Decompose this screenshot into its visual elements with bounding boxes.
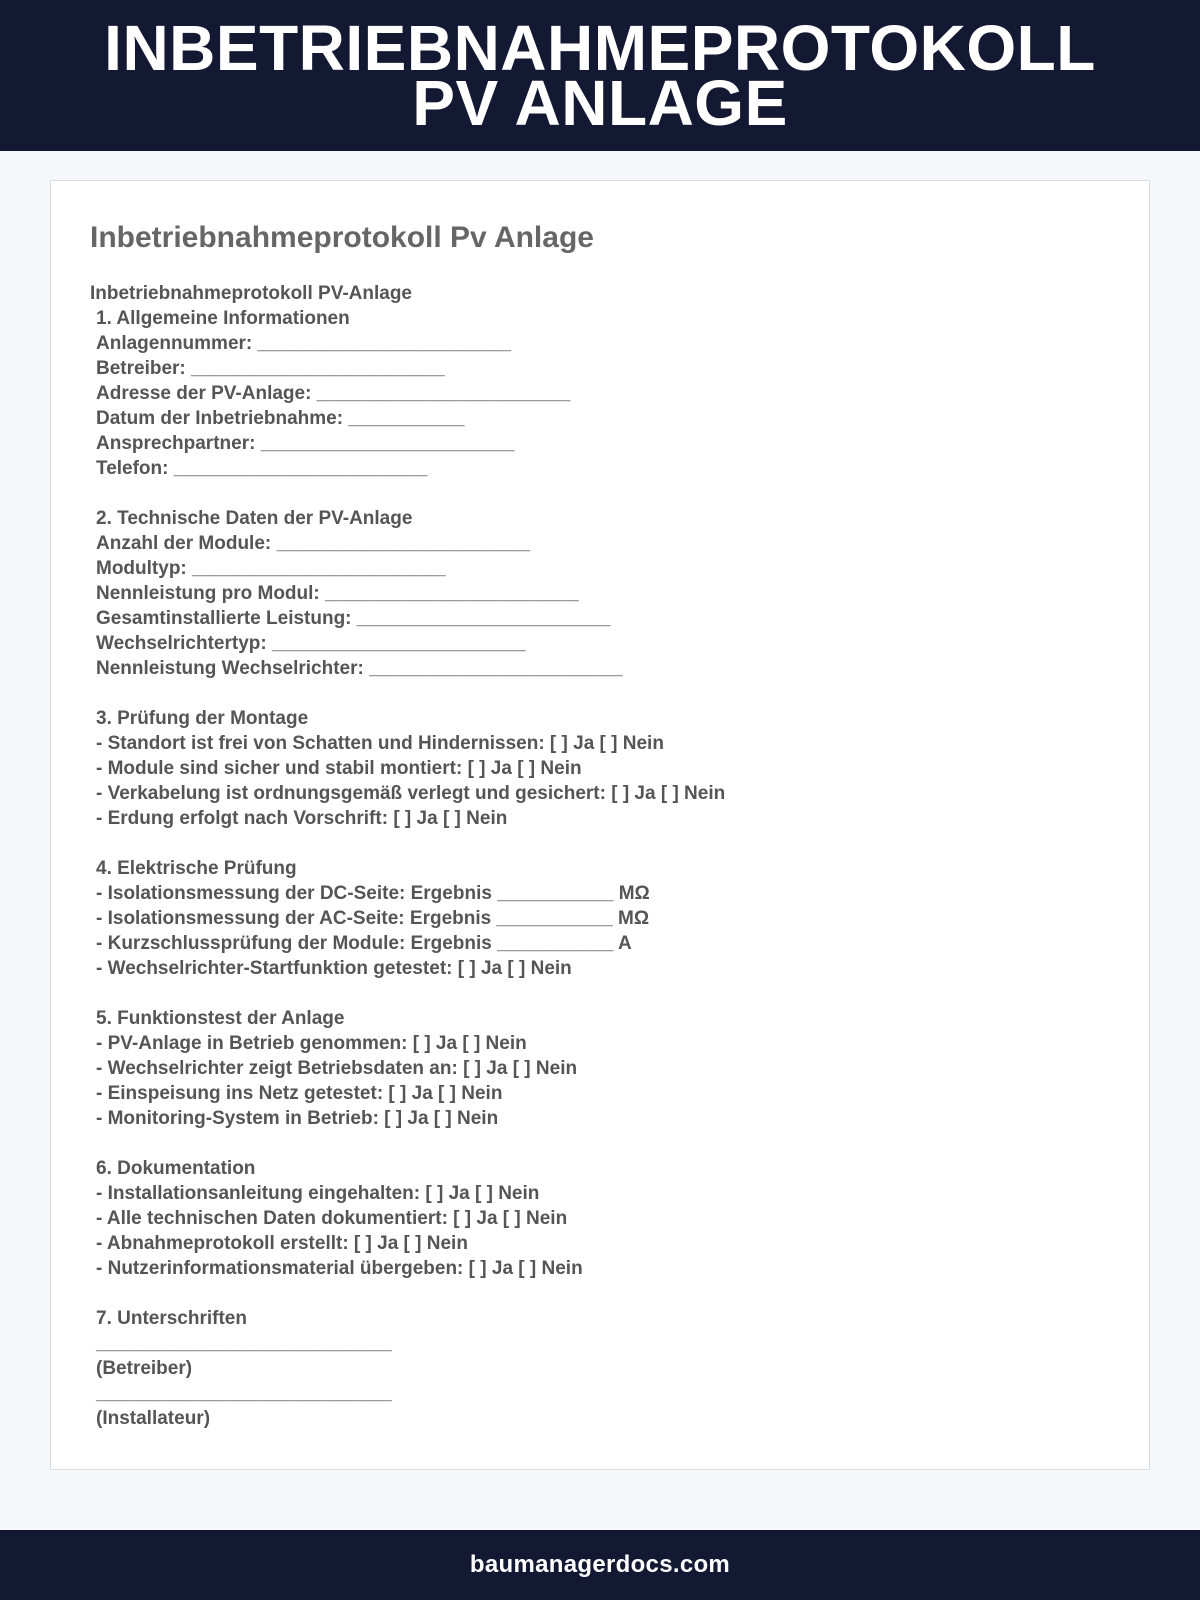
document-line: - Nutzerinformationsmaterial übergeben: [ ] Ja [ ] Nein xyxy=(96,1258,583,1279)
document-line: ____________________________ xyxy=(96,1383,392,1404)
document-line: 3. Prüfung der Montage xyxy=(96,708,309,729)
document-line: Adresse der PV-Anlage: ________________________ xyxy=(96,383,571,404)
document-line: - Wechselrichter zeigt Betriebsdaten an: [ ] Ja [ ] Nein xyxy=(96,1058,578,1079)
document-line: 2. Technische Daten der PV-Anlage xyxy=(96,508,413,529)
document-line: Betreiber: ________________________ xyxy=(96,358,445,379)
blank-line xyxy=(90,831,1110,856)
document-line: - Isolationsmessung der DC-Seite: Ergebnis ___________ MΩ xyxy=(96,883,650,904)
document-line: - Standort ist frei von Schatten und Hindernissen: [ ] Ja [ ] Nein xyxy=(96,733,664,754)
document-line: (Installateur) xyxy=(96,1408,211,1429)
document-line: Nennleistung Wechselrichter: ________________________ xyxy=(96,658,623,679)
document-line: 4. Elektrische Prüfung xyxy=(96,858,297,879)
document-line: 6. Dokumentation xyxy=(96,1158,256,1179)
document-sheet xyxy=(50,180,1150,1470)
document-line: 7. Unterschriften xyxy=(96,1308,247,1329)
banner-title-line-1: INBETRIEBNAHMEPROTOKOLL xyxy=(104,11,1096,84)
document-body xyxy=(90,281,1110,1431)
blank-line xyxy=(90,1281,1110,1306)
document-line: Ansprechpartner: ________________________ xyxy=(96,433,515,454)
blank-line xyxy=(90,681,1110,706)
document-line: - Abnahmeprotokoll erstellt: [ ] Ja [ ] Nein xyxy=(96,1233,468,1254)
document-line: Wechselrichtertyp: ________________________ xyxy=(96,633,526,654)
footer-bar xyxy=(0,1530,1200,1600)
document-line: - Einspeisung ins Netz getestet: [ ] Ja [ ] Nein xyxy=(96,1083,503,1104)
document-line: 1. Allgemeine Informationen xyxy=(96,308,350,329)
document-line: - Erdung erfolgt nach Vorschrift: [ ] Ja [ ] Nein xyxy=(96,808,508,829)
document-line: Gesamtinstallierte Leistung: ________________________ xyxy=(96,608,611,629)
document-title: Inbetriebnahmeprotokoll Pv Anlage xyxy=(90,221,594,254)
document-line: Datum der Inbetriebnahme: ___________ xyxy=(96,408,465,429)
document-line: - Monitoring-System in Betrieb: [ ] Ja [ ] Nein xyxy=(96,1108,499,1129)
document-line: Anzahl der Module: ________________________ xyxy=(96,533,531,554)
document-line: - Module sind sicher und stabil montiert: [ ] Ja [ ] Nein xyxy=(96,758,582,779)
document-line: Telefon: ________________________ xyxy=(96,458,428,479)
document-line: - Verkabelung ist ordnungsgemäß verlegt und gesichert: [ ] Ja [ ] Nein xyxy=(96,783,726,804)
document-line: - PV-Anlage in Betrieb genommen: [ ] Ja [ ] Nein xyxy=(96,1033,527,1054)
document-line: - Installationsanleitung eingehalten: [ ] Ja [ ] Nein xyxy=(96,1183,540,1204)
document-subtitle: Inbetriebnahmeprotokoll PV-Anlage xyxy=(90,283,412,304)
document-line: (Betreiber) xyxy=(96,1358,193,1379)
footer-site-link[interactable]: baumanagerdocs.com xyxy=(469,1551,731,1578)
document-line: - Kurzschlussprüfung der Module: Ergebnis ___________ A xyxy=(96,933,632,954)
document-line: Modultyp: ________________________ xyxy=(96,558,446,579)
document-line: 5. Funktionstest der Anlage xyxy=(96,1008,345,1029)
top-banner xyxy=(0,0,1200,151)
blank-line xyxy=(90,1131,1110,1156)
document-line: - Wechselrichter-Startfunktion getestet: [ ] Ja [ ] Nein xyxy=(96,958,572,979)
document-line: ____________________________ xyxy=(96,1333,392,1354)
document-line: - Alle technischen Daten dokumentiert: [ ] Ja [ ] Nein xyxy=(96,1208,568,1229)
banner-title-line-2: PV ANLAGE xyxy=(412,66,788,139)
blank-line xyxy=(90,981,1110,1006)
document-line: Anlagennummer: ________________________ xyxy=(96,333,512,354)
document-line: - Isolationsmessung der AC-Seite: Ergebnis ___________ MΩ xyxy=(96,908,650,929)
blank-line xyxy=(90,481,1110,506)
document-line: Nennleistung pro Modul: ________________________ xyxy=(96,583,579,604)
